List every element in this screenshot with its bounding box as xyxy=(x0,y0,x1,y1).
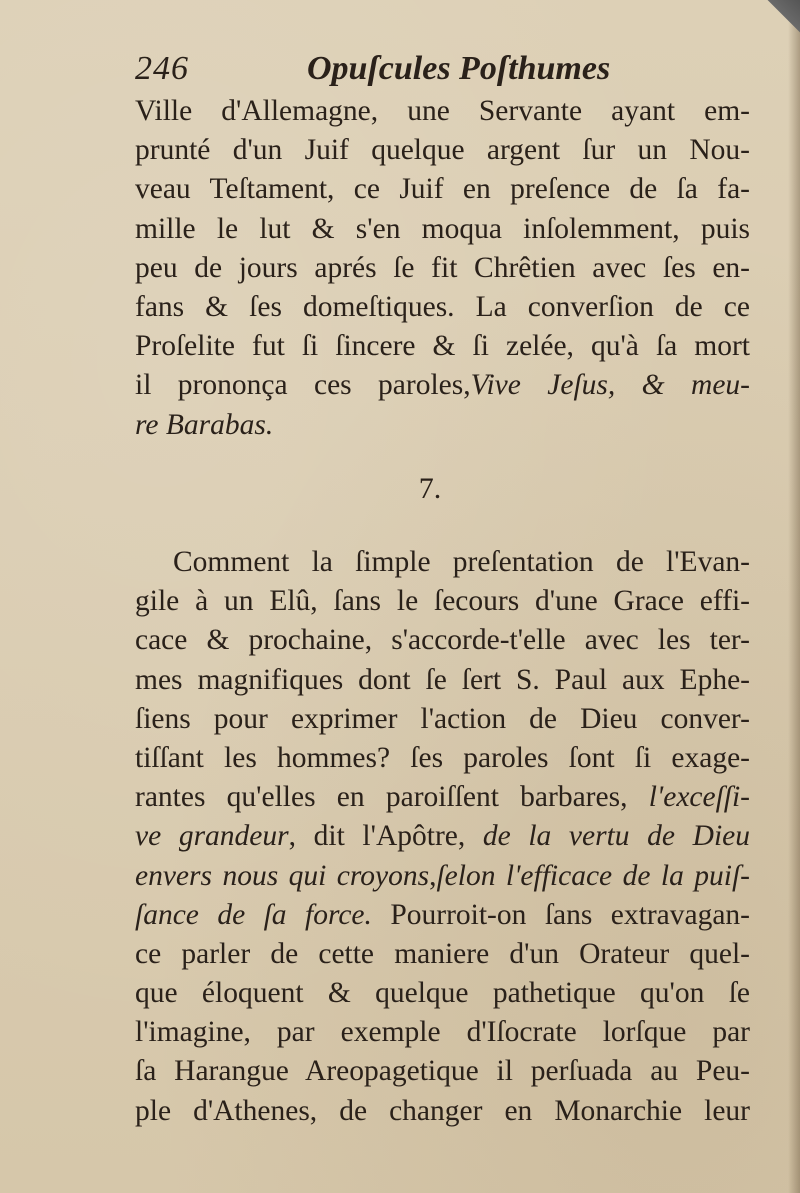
text-line: veau Teſtament, ce Juif en preſence de ſa fa- xyxy=(135,173,750,206)
text-line: cace & prochaine, s'accorde-t'elle avec les ter- xyxy=(135,624,750,657)
text-line: peu de jours aprés ſe fit Chrêtien avec ſes en- xyxy=(135,251,750,284)
text-line: l'imagine, par exemple d'Iſocrate lorſque par xyxy=(135,1016,750,1049)
paragraph-2 xyxy=(135,543,750,1131)
text-line xyxy=(135,857,750,896)
text-run: , dit l'Apôtre, xyxy=(288,820,466,853)
text-run: il prononça ces paroles, xyxy=(135,369,471,402)
italic-quote: Vive Jeſus, & meu- xyxy=(470,369,750,402)
page-number: 246 xyxy=(135,50,189,87)
text-line xyxy=(135,778,750,817)
page-edge-shadow xyxy=(788,0,800,1193)
italic-quote: de la vertu de Dieu xyxy=(482,820,750,853)
text-line: Comment la ſimple preſentation de l'Evan- xyxy=(173,546,750,578)
running-title: Opuſcules Poſthumes xyxy=(307,50,611,87)
text-line: Ville d'Allemagne, une Servante ayant em- xyxy=(135,95,750,127)
text-line: ple d'Athenes, de changer en Monarchie leur xyxy=(135,1094,750,1127)
text-line: Proſelite fut ſi ſincere & ſi zelée, qu'à ſa mort xyxy=(135,330,750,363)
text-line: mille le lut & s'en moqua inſolemment, puis xyxy=(135,212,750,245)
page-header xyxy=(135,50,735,94)
text-line: prunté d'un Juif quelque argent ſur un Nou- xyxy=(135,134,750,167)
italic-quote: envers nous qui croyons xyxy=(135,859,430,892)
italic-quote: ve grandeur xyxy=(135,820,289,853)
paragraph-1 xyxy=(135,92,750,445)
text-run: rantes qu'elles en paroiſſent barbares, xyxy=(135,781,628,814)
text-line: mes magnifiques dont ſe ſert S. Paul aux Ephe- xyxy=(135,663,750,696)
text-line xyxy=(135,817,750,856)
text-line: gile à un Elû, ſans le ſecours d'une Grace effi- xyxy=(135,585,750,618)
text-line: ſiens pour exprimer l'action de Dieu conver- xyxy=(135,702,750,735)
text-line xyxy=(135,366,750,405)
section-number: 7. xyxy=(418,472,442,505)
text-run: Pourroit-on ſans extravagan- xyxy=(390,898,750,931)
italic-quote: ſelon l'efficace de la puiſ- xyxy=(436,859,750,892)
text-line xyxy=(135,896,750,935)
text-line: ce parler de cette maniere d'un Orateur quel- xyxy=(135,937,750,970)
scan-corner xyxy=(760,0,800,40)
text-line xyxy=(135,406,750,445)
text-run: , xyxy=(429,859,437,892)
italic-quote: ſance de ſa force. xyxy=(135,898,372,931)
text-line: que éloquent & quelque pathetique qu'on ſe xyxy=(135,977,750,1010)
text-line: tiſſant les hommes? ſes paroles ſont ſi exage- xyxy=(135,741,750,774)
text-line: ſa Harangue Areopagetique il perſuada au Peu- xyxy=(135,1055,750,1088)
italic-quote: l'exceſſi- xyxy=(648,781,750,814)
italic-quote: re Barabas. xyxy=(135,408,274,441)
text-line: fans & ſes domeſtiques. La converſion de ce xyxy=(135,290,750,323)
